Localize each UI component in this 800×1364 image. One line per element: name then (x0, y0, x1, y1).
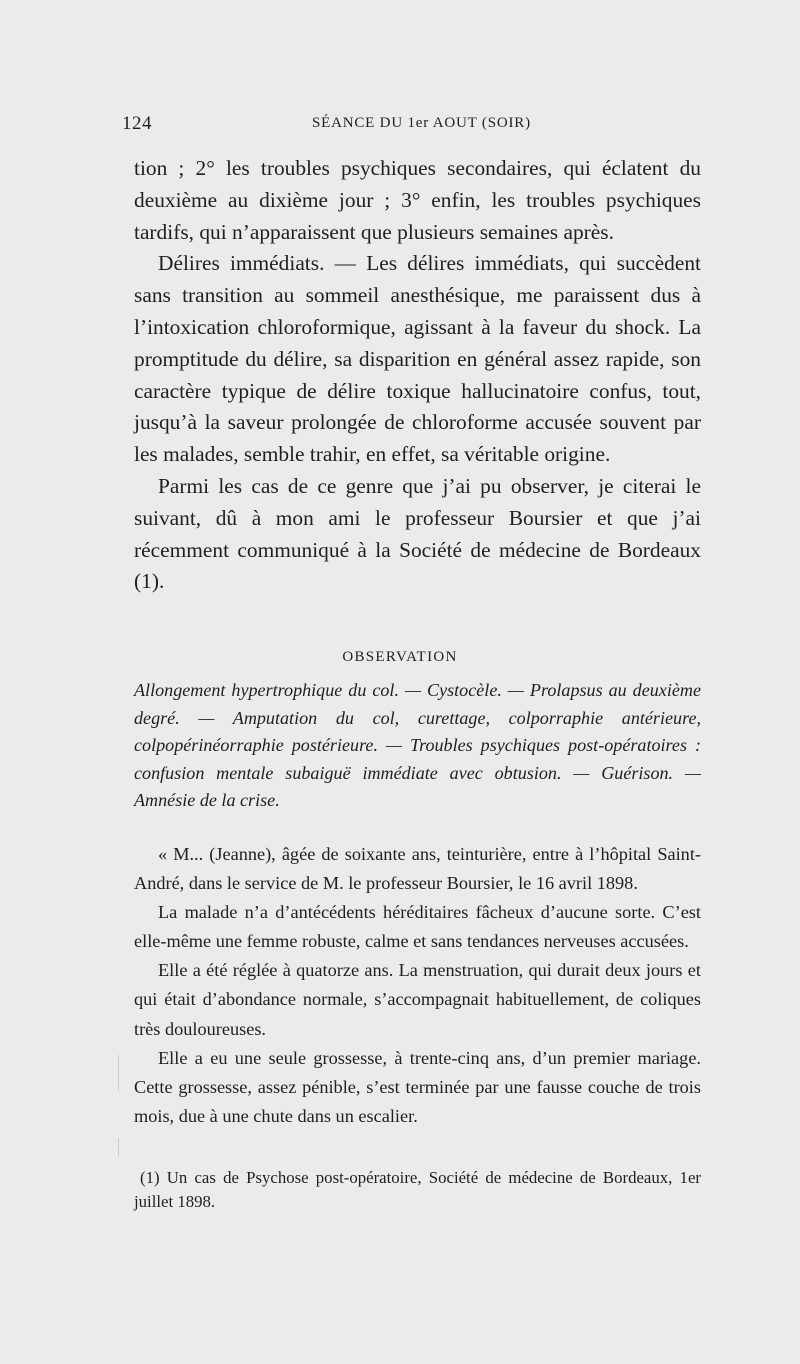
margin-mark-secondary (118, 1138, 119, 1156)
footnote-text: (1) Un cas de Psychose post-opératoire, Société de médecine de Bordeaux, 1er juillet 1898. (134, 1168, 701, 1211)
observation-paragraph-4: Elle a eu une seule grossesse, à trente-cinq ans, d’un premier mariage. Cette grossesse, assez pénible, s’est terminée par une fausse couche de trois mois, due à une chute dans un escalier. (134, 1047, 701, 1126)
paragraph-3: Parmi les cas de ce genre que j’ai pu observer, je citerai le suivant, dû à mon ami le professeur Boursier et que j’ai récemment communiqué à la Société de médecine de Bordeaux (1). (134, 473, 701, 594)
page-number: 124 (122, 113, 152, 134)
footnote (134, 1166, 701, 1214)
section-title: OBSERVATION (342, 649, 458, 665)
main-text (134, 153, 701, 598)
summary-text: Allongement hypertrophique du col. — Cystocèle. — Prolapsus au deuxième degré. — Amputation du col, curettage, colporraphie antérieure, colpopérinéorraphie postérieure. — Troubles psychiques post-opératoires : confusion mentale subaiguë immédiate avec obtusion. — Guérison. — Amnésie de la crise. (134, 680, 701, 810)
observation-paragraph-3: Elle a été réglée à quatorze ans. La menstruation, qui durait deux jours et qui était d’abondance normale, s’accompagnait habituellement, de coliques très douloureuses. (134, 960, 701, 1039)
paragraph-1: tion ; 2° les troubles psychiques secondaires, qui éclatent du deuxième au dixième jour ; 3° enfin, les troubles psychiques tardifs, qui n’apparaissent que plusieurs semaines après. (134, 156, 701, 244)
margin-mark (118, 1055, 119, 1091)
observation-paragraph-2: La malade n’a d’antécédents héréditaires fâcheux d’aucune sorte. C’est elle-même une femme robuste, calme et sans tendances nerveuses accusées. (134, 902, 701, 952)
observation-paragraph-1: « M... (Jeanne), âgée de soixante ans, teinturière, entre à l’hôpital Saint-André, dans le service de M. le professeur Boursier, le 16 avril 1898. (134, 844, 701, 894)
header-title: SÉANCE DU 1er AOUT (SOIR) (312, 115, 531, 131)
running-header (122, 113, 702, 141)
observation-summary (134, 677, 701, 815)
paragraph-2: Délires immédiats. — Les délires immédiats, qui succèdent sans transition au sommeil anesthésique, me paraissent dus à l’intoxication chloroformique, agissant à la faveur du shock. La promptitude du délire, sa disparition en général assez rapide, son caractère typique de délire toxique hallucinatoire confus, tout, jusqu’à la saveur prolongée de chloroforme accusée souvent par les malades, semble trahir, en effet, sa véritable origine. (134, 251, 701, 467)
observation-text (134, 840, 701, 1131)
